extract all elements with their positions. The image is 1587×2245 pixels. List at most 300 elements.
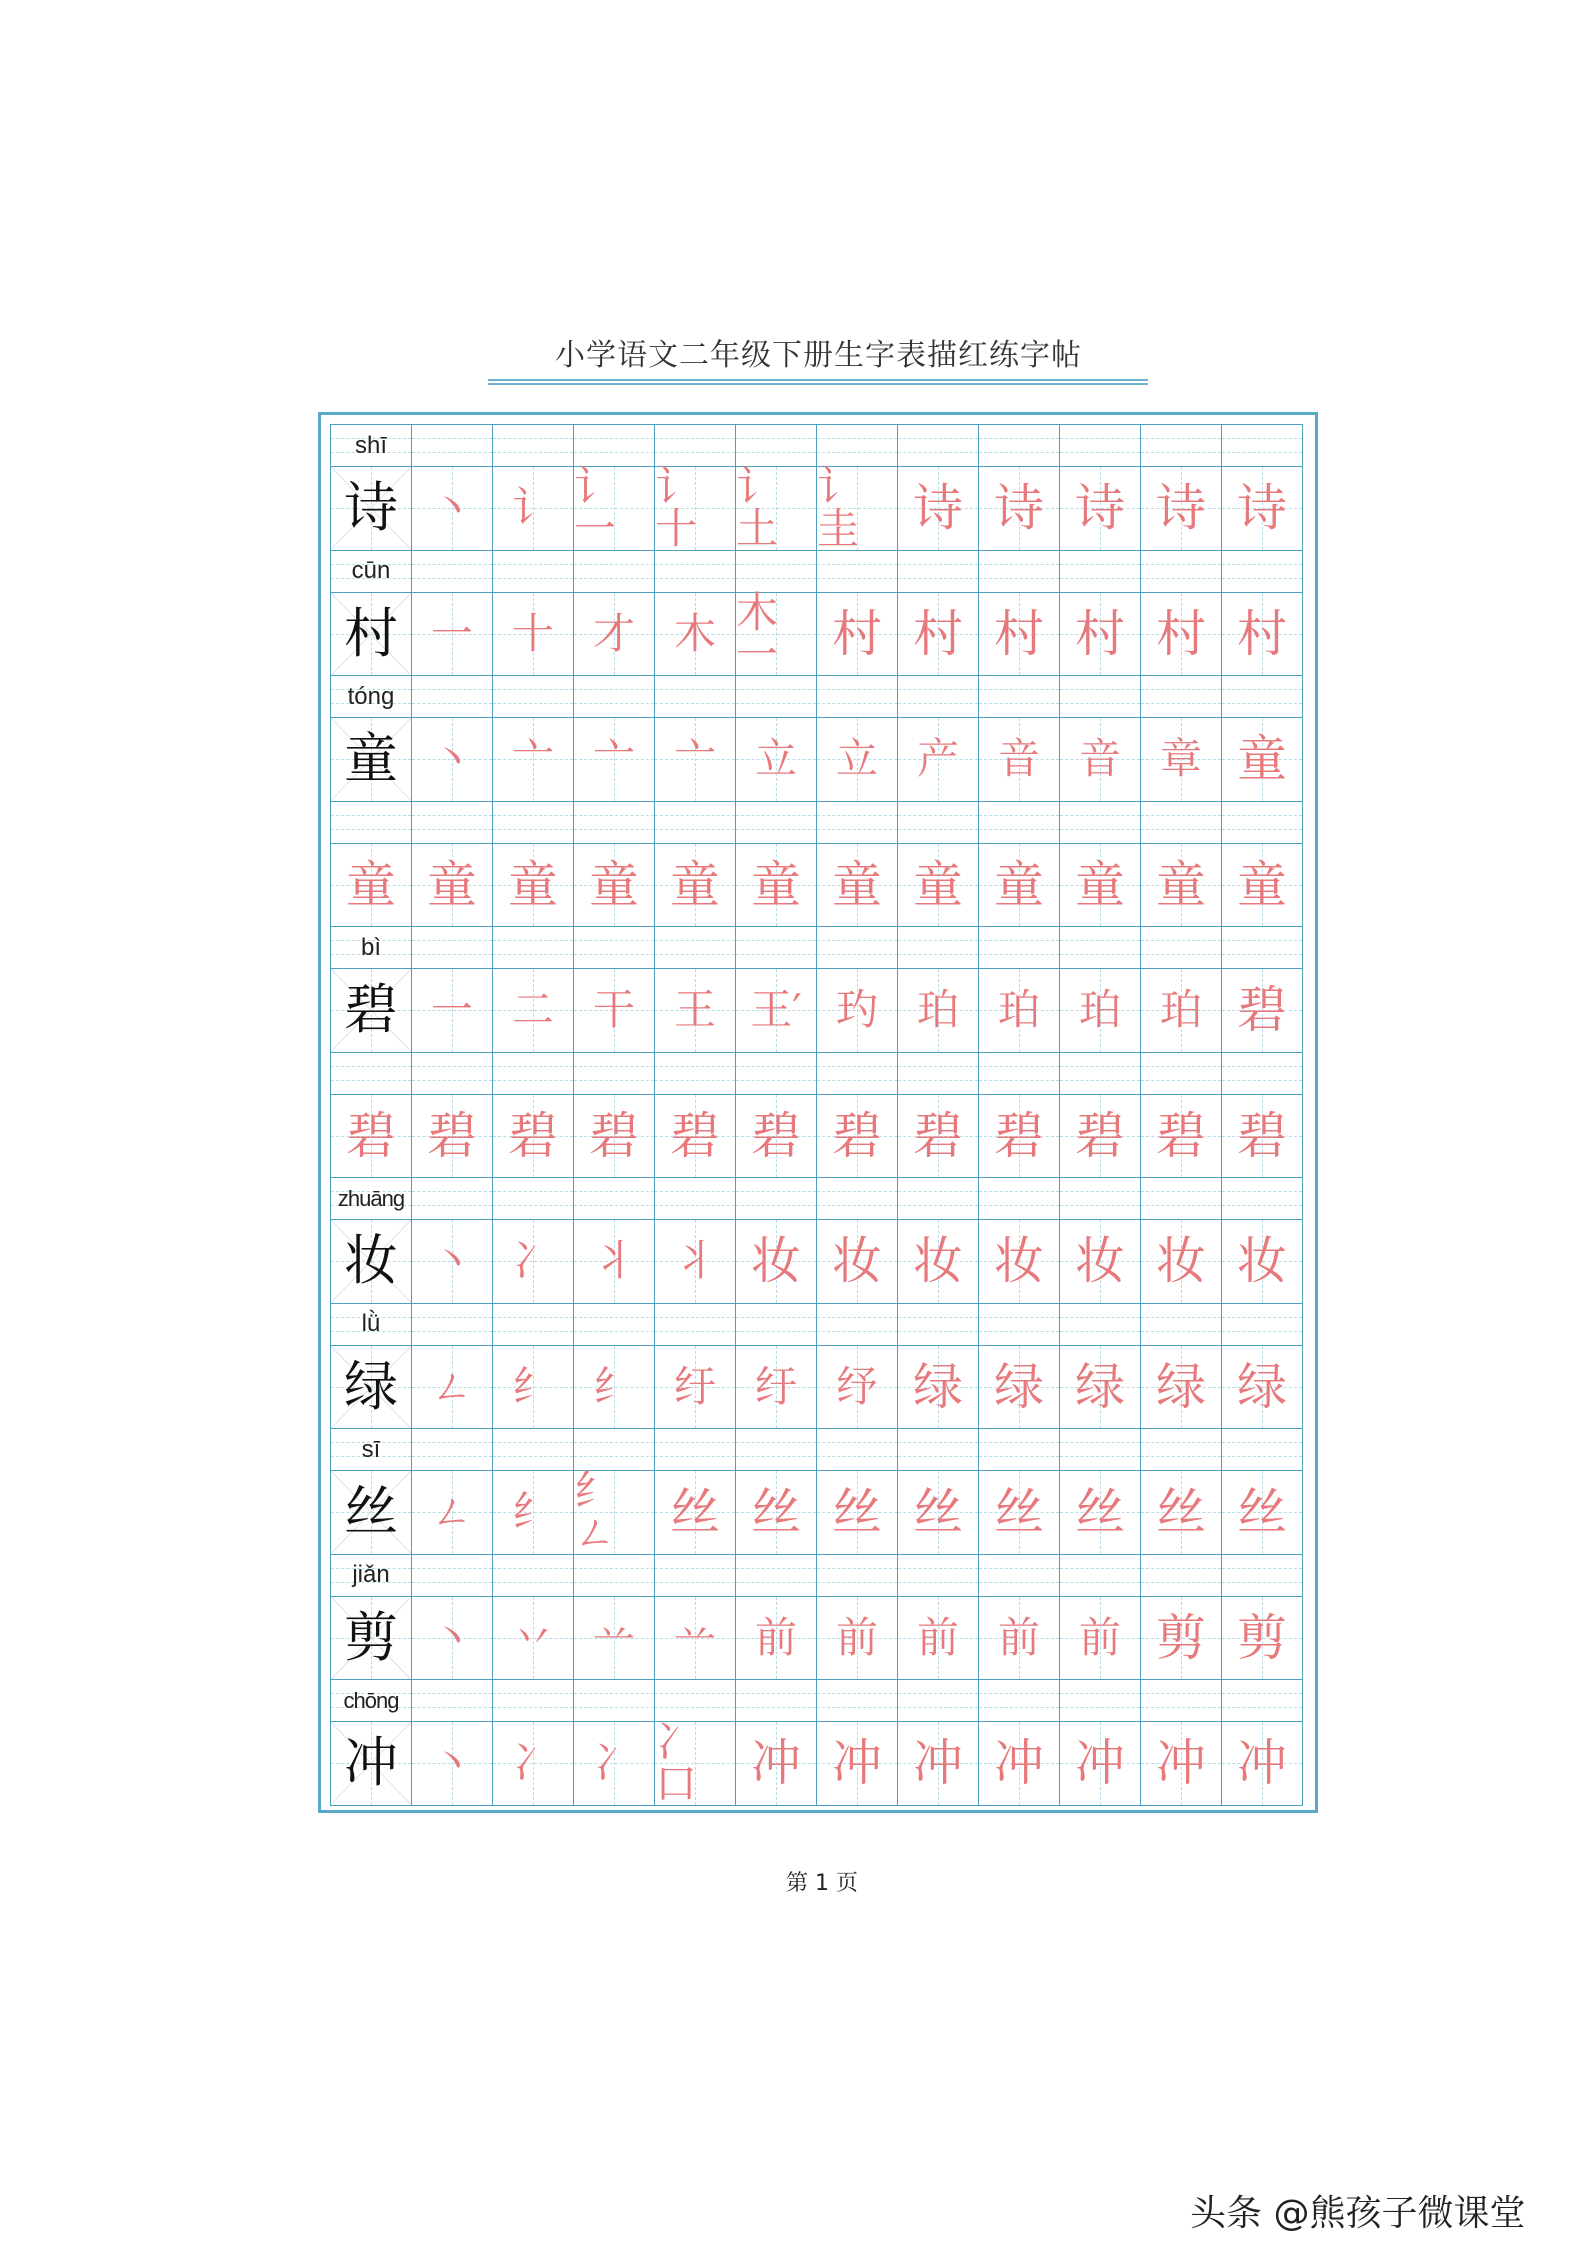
pinyin-cell	[493, 1178, 574, 1220]
trace-character: ㄥ	[430, 1361, 473, 1411]
trace-character: 冲	[832, 1734, 882, 1793]
trace-character: 童	[751, 855, 801, 914]
pinyin-row	[331, 425, 1303, 467]
pinyin-cell	[574, 1053, 655, 1095]
trace-character: 童	[1156, 855, 1206, 914]
pinyin-cell	[1222, 1555, 1303, 1597]
pinyin-cell	[898, 802, 979, 844]
pinyin-cell	[493, 1680, 574, 1722]
trace-character: 冲	[1237, 1734, 1287, 1793]
stroke-order-cell	[412, 1471, 493, 1555]
pinyin-cell	[1222, 1304, 1303, 1346]
pinyin-cell	[412, 802, 493, 844]
character-row	[331, 462, 1303, 554]
stroke-order-cell	[979, 969, 1060, 1053]
stroke-order-cell	[736, 1722, 817, 1806]
pinyin-cell	[1141, 425, 1222, 467]
trace-character: 音	[997, 734, 1040, 784]
pinyin-cell	[1222, 425, 1303, 467]
pinyin-cell	[331, 1053, 412, 1095]
stroke-order-cell	[1141, 593, 1222, 677]
pinyin-cell	[574, 551, 655, 593]
trace-character: 童	[589, 855, 639, 914]
trace-character: 木一	[736, 587, 779, 679]
trace-character: 村	[1156, 604, 1206, 663]
pinyin-cell	[1222, 676, 1303, 718]
trace-character: 冲	[994, 1734, 1044, 1793]
pinyin-cell	[331, 551, 412, 593]
pinyin-cell	[331, 1429, 412, 1471]
trace-character: 纟	[511, 1487, 554, 1537]
pinyin-cell	[1060, 1429, 1141, 1471]
stroke-order-cell	[1141, 1346, 1222, 1430]
trace-character: 碧	[1237, 1106, 1287, 1165]
trace-character: 童	[1237, 730, 1287, 789]
title-underline	[488, 379, 1148, 381]
stroke-order-cell	[817, 462, 898, 554]
stroke-order-cell	[1060, 718, 1141, 802]
trace-character: 诗	[1237, 479, 1287, 538]
worksheet-title: 小学语文二年级下册生字表描红练字帖	[555, 338, 1082, 373]
pinyin-cell	[1060, 1680, 1141, 1722]
stroke-order-cell	[898, 844, 979, 928]
trace-character: 绿	[1237, 1357, 1287, 1416]
stroke-order-cell	[574, 593, 655, 677]
pinyin-cell	[898, 1555, 979, 1597]
model-character-cell	[331, 1722, 412, 1806]
stroke-order-cell	[1222, 844, 1303, 928]
pinyin-cell	[574, 927, 655, 969]
trace-character: 前	[754, 1612, 797, 1662]
stroke-order-cell	[1141, 1095, 1222, 1179]
stroke-order-cell	[736, 844, 817, 928]
pinyin-cell	[331, 1304, 412, 1346]
trace-character: 䒑	[592, 1612, 635, 1662]
stroke-order-cell	[1060, 1095, 1141, 1179]
stroke-order-cell	[736, 969, 817, 1053]
trace-character: 村	[913, 604, 963, 663]
trace-character: 碧	[670, 1106, 720, 1165]
pinyin-cell	[655, 927, 736, 969]
trace-character: 童	[508, 855, 558, 914]
stroke-order-cell	[898, 1597, 979, 1681]
stroke-order-cell	[574, 1095, 655, 1179]
trace-character: 童	[346, 855, 396, 914]
practice-grid	[330, 424, 1303, 1809]
pinyin-cell	[1060, 1555, 1141, 1597]
pinyin-cell	[817, 802, 898, 844]
stroke-order-cell	[736, 1471, 817, 1555]
pinyin-cell	[412, 676, 493, 718]
trace-character: 丝	[670, 1483, 720, 1542]
model-character-cell	[331, 969, 412, 1053]
trace-character: 讠土	[736, 462, 779, 554]
pinyin-label: jiǎn	[352, 1561, 390, 1588]
stroke-order-cell	[574, 1722, 655, 1806]
pinyin-cell	[493, 1304, 574, 1346]
trace-character: 立	[754, 734, 797, 784]
trace-character: 丝	[913, 1483, 963, 1542]
stroke-order-cell	[1141, 1722, 1222, 1806]
trace-character: 冲	[913, 1734, 963, 1793]
model-character: 妆	[344, 1229, 398, 1293]
stroke-order-cell	[817, 844, 898, 928]
pinyin-cell	[493, 1053, 574, 1095]
pinyin-cell	[817, 551, 898, 593]
pinyin-cell	[1060, 802, 1141, 844]
model-character-cell	[331, 1220, 412, 1304]
model-character: 冲	[344, 1731, 398, 1795]
pinyin-cell	[817, 1680, 898, 1722]
stroke-order-cell	[898, 1346, 979, 1430]
trace-character: 丶	[430, 734, 473, 784]
stroke-order-cell	[898, 1471, 979, 1555]
stroke-order-cell	[979, 844, 1060, 928]
pinyin-row	[331, 676, 1303, 718]
model-character-cell	[331, 1471, 412, 1555]
pinyin-cell	[412, 425, 493, 467]
pinyin-row	[331, 1680, 1303, 1722]
pinyin-label: zhuāng	[337, 1185, 405, 1211]
trace-character: 纟	[511, 1361, 554, 1411]
stroke-order-cell	[736, 1346, 817, 1430]
stroke-order-cell	[493, 1471, 574, 1555]
pinyin-cell	[655, 676, 736, 718]
character-row	[331, 587, 1303, 679]
pinyin-cell	[898, 1304, 979, 1346]
pinyin-row	[331, 551, 1303, 593]
stroke-order-cell	[736, 1597, 817, 1681]
trace-character: 冫	[511, 1738, 554, 1788]
stroke-order-cell	[817, 718, 898, 802]
stroke-order-cell	[736, 462, 817, 554]
model-character-cell	[331, 1597, 412, 1681]
pinyin-cell	[1060, 1304, 1141, 1346]
stroke-order-cell	[817, 1597, 898, 1681]
trace-character: 碧	[1156, 1106, 1206, 1165]
pinyin-cell	[979, 425, 1060, 467]
pinyin-row	[331, 1053, 1303, 1095]
pinyin-cell	[1141, 1680, 1222, 1722]
trace-character: 干	[592, 985, 635, 1035]
stroke-order-cell	[655, 1095, 736, 1179]
model-character: 绿	[344, 1354, 398, 1418]
pinyin-cell	[979, 1429, 1060, 1471]
stroke-order-cell	[1222, 1220, 1303, 1304]
stroke-order-cell	[412, 1095, 493, 1179]
model-character-cell	[331, 1095, 412, 1179]
trace-character: 丝	[832, 1483, 882, 1542]
pinyin-cell	[1060, 1053, 1141, 1095]
pinyin-cell	[574, 1178, 655, 1220]
trace-character: 纡	[754, 1361, 797, 1411]
stroke-order-cell	[493, 593, 574, 677]
stroke-order-cell	[493, 718, 574, 802]
stroke-order-cell	[898, 1095, 979, 1179]
pinyin-cell	[331, 802, 412, 844]
trace-character: 童	[1075, 855, 1125, 914]
pinyin-cell	[574, 425, 655, 467]
pinyin-cell	[736, 927, 817, 969]
trace-character: 碧	[589, 1106, 639, 1165]
pinyin-cell	[736, 1178, 817, 1220]
pinyin-cell	[331, 676, 412, 718]
stroke-order-cell	[898, 467, 979, 551]
stroke-order-cell	[979, 1220, 1060, 1304]
pinyin-cell	[1141, 1304, 1222, 1346]
character-row	[331, 1220, 1303, 1304]
trace-character: 前	[835, 1612, 878, 1662]
trace-character: 童	[427, 855, 477, 914]
character-row	[331, 1346, 1303, 1430]
pinyin-cell	[736, 802, 817, 844]
trace-character: 前	[1078, 1612, 1121, 1662]
stroke-order-cell	[736, 1095, 817, 1179]
trace-character: 产	[916, 734, 959, 784]
pinyin-cell	[979, 1680, 1060, 1722]
trace-character: 珀	[1159, 985, 1202, 1035]
trace-character: 剪	[1237, 1608, 1287, 1667]
stroke-order-cell	[817, 1722, 898, 1806]
stroke-order-cell	[412, 1597, 493, 1681]
stroke-order-cell	[979, 1722, 1060, 1806]
pinyin-cell	[817, 425, 898, 467]
stroke-order-cell	[574, 1597, 655, 1681]
pinyin-label: bì	[360, 933, 381, 961]
trace-character: 二	[511, 985, 554, 1035]
trace-character: 珀	[916, 985, 959, 1035]
trace-character: 冫口	[655, 1717, 698, 1809]
stroke-order-cell	[817, 593, 898, 677]
pinyin-label: sī	[361, 1435, 381, 1463]
trace-character: 纟	[592, 1361, 635, 1411]
trace-character: 前	[916, 1612, 959, 1662]
pinyin-cell	[331, 1555, 412, 1597]
pinyin-label: lǜ	[361, 1310, 381, 1337]
pinyin-cell	[1222, 1178, 1303, 1220]
trace-character: 丶	[430, 483, 473, 533]
model-character: 碧	[344, 978, 398, 1042]
pinyin-cell	[736, 1304, 817, 1346]
stroke-order-cell	[817, 1220, 898, 1304]
trace-character: 诗	[1075, 479, 1125, 538]
stroke-order-cell	[898, 969, 979, 1053]
pinyin-row	[331, 1555, 1303, 1597]
stroke-order-cell	[1222, 1722, 1303, 1806]
trace-character: 讠一	[574, 462, 617, 554]
stroke-order-cell	[1222, 467, 1303, 551]
stroke-order-cell	[979, 1597, 1060, 1681]
pinyin-cell	[655, 1053, 736, 1095]
stroke-order-cell	[979, 1095, 1060, 1179]
trace-character: 䒑	[673, 1612, 716, 1662]
pinyin-label: tóng	[347, 682, 395, 710]
pinyin-cell	[1060, 676, 1141, 718]
stroke-order-cell	[1222, 1095, 1303, 1179]
stroke-order-cell	[412, 467, 493, 551]
pinyin-cell	[493, 1555, 574, 1597]
model-character: 童	[344, 727, 398, 791]
trace-character: 妆	[913, 1232, 963, 1291]
pinyin-cell	[736, 1680, 817, 1722]
stroke-order-cell	[736, 587, 817, 679]
model-character-cell	[331, 718, 412, 802]
model-character-cell	[331, 1346, 412, 1430]
model-character: 诗	[344, 476, 398, 540]
stroke-order-cell	[979, 1471, 1060, 1555]
trace-character: 妆	[1075, 1232, 1125, 1291]
pinyin-cell	[979, 1304, 1060, 1346]
pinyin-cell	[979, 927, 1060, 969]
trace-character: 纾	[835, 1361, 878, 1411]
pinyin-cell	[979, 1178, 1060, 1220]
trace-character: 纡	[673, 1361, 716, 1411]
pinyin-cell	[898, 1178, 979, 1220]
trace-character: 一	[430, 985, 473, 1035]
stroke-order-cell	[655, 462, 736, 554]
pinyin-cell	[1141, 802, 1222, 844]
trace-character: 前	[997, 1612, 1040, 1662]
trace-character: 冫	[592, 1738, 635, 1788]
trace-character: 碧	[427, 1106, 477, 1165]
trace-character: 丬	[673, 1236, 716, 1286]
stroke-order-cell	[655, 844, 736, 928]
trace-character: 亠	[592, 734, 635, 784]
pinyin-cell	[1141, 676, 1222, 718]
character-row	[331, 1466, 1303, 1558]
pinyin-cell	[412, 927, 493, 969]
character-row	[331, 1597, 1303, 1681]
pinyin-cell	[412, 551, 493, 593]
trace-character: 村	[1075, 604, 1125, 663]
trace-character: 童	[994, 855, 1044, 914]
trace-character: 才	[592, 608, 635, 658]
pinyin-cell	[574, 1680, 655, 1722]
trace-character: 丶	[430, 1738, 473, 1788]
stroke-order-cell	[1222, 1597, 1303, 1681]
stroke-order-cell	[655, 1346, 736, 1430]
stroke-order-cell	[493, 969, 574, 1053]
trace-character: 碧	[832, 1106, 882, 1165]
pinyin-cell	[1141, 927, 1222, 969]
trace-character: 丝	[1237, 1483, 1287, 1542]
stroke-order-cell	[412, 844, 493, 928]
trace-character: 碧	[1237, 981, 1287, 1040]
pinyin-row	[331, 927, 1303, 969]
stroke-order-cell	[655, 718, 736, 802]
stroke-order-cell	[736, 718, 817, 802]
stroke-order-cell	[493, 1597, 574, 1681]
pinyin-cell	[655, 551, 736, 593]
stroke-order-cell	[574, 969, 655, 1053]
trace-character: 绿	[994, 1357, 1044, 1416]
model-character-cell	[331, 467, 412, 551]
trace-character: 村	[994, 604, 1044, 663]
pinyin-cell	[979, 551, 1060, 593]
trace-character: 王	[673, 985, 716, 1035]
pinyin-cell	[331, 425, 412, 467]
stroke-order-cell	[898, 718, 979, 802]
pinyin-cell	[1222, 1053, 1303, 1095]
stroke-order-cell	[1060, 1597, 1141, 1681]
stroke-order-cell	[979, 1346, 1060, 1430]
trace-character: 剪	[1156, 1608, 1206, 1667]
model-character: 丝	[344, 1480, 398, 1544]
pinyin-cell	[574, 1555, 655, 1597]
pinyin-cell	[898, 425, 979, 467]
pinyin-cell	[655, 425, 736, 467]
stroke-order-cell	[1141, 1597, 1222, 1681]
pinyin-cell	[736, 676, 817, 718]
pinyin-cell	[817, 676, 898, 718]
watermark: 头条 @熊孩子微课堂	[1190, 2193, 1526, 2234]
trace-character: 丶	[430, 1236, 473, 1286]
trace-character: 碧	[508, 1106, 558, 1165]
stroke-order-cell	[655, 1717, 736, 1809]
character-row	[331, 1095, 1303, 1179]
stroke-order-cell	[1060, 1346, 1141, 1430]
pinyin-cell	[898, 927, 979, 969]
trace-character: 碧	[994, 1106, 1044, 1165]
stroke-order-cell	[817, 1346, 898, 1430]
trace-character: 妆	[751, 1232, 801, 1291]
pinyin-cell	[817, 1429, 898, 1471]
stroke-order-cell	[1222, 718, 1303, 802]
trace-character: 讠十	[655, 462, 698, 554]
trace-character: 玓	[835, 985, 878, 1035]
stroke-order-cell	[655, 969, 736, 1053]
stroke-order-cell	[1141, 1220, 1222, 1304]
stroke-order-cell	[574, 1346, 655, 1430]
stroke-order-cell	[898, 1220, 979, 1304]
trace-character: 绿	[1075, 1357, 1125, 1416]
pinyin-cell	[1141, 1053, 1222, 1095]
pinyin-cell	[736, 1053, 817, 1095]
trace-character: 亠	[673, 734, 716, 784]
stroke-order-cell	[736, 1220, 817, 1304]
stroke-order-cell	[1060, 969, 1141, 1053]
stroke-order-cell	[493, 844, 574, 928]
pinyin-cell	[412, 1429, 493, 1471]
stroke-order-cell	[898, 1722, 979, 1806]
stroke-order-cell	[1060, 844, 1141, 928]
pinyin-row	[331, 1429, 1303, 1471]
trace-character: 珀	[1078, 985, 1121, 1035]
pinyin-cell	[493, 927, 574, 969]
pinyin-label: cūn	[351, 557, 391, 584]
pinyin-cell	[493, 1429, 574, 1471]
trace-character: 章	[1159, 734, 1202, 784]
character-row	[331, 844, 1303, 928]
pinyin-cell	[736, 551, 817, 593]
pinyin-cell	[1141, 1429, 1222, 1471]
trace-character: 一	[430, 608, 473, 658]
trace-character: 十	[511, 608, 554, 658]
stroke-order-cell	[493, 1095, 574, 1179]
pinyin-cell	[574, 1304, 655, 1346]
stroke-order-cell	[412, 1346, 493, 1430]
stroke-order-cell	[817, 1471, 898, 1555]
stroke-order-cell	[1141, 1471, 1222, 1555]
trace-character: 童	[1237, 855, 1287, 914]
pinyin-cell	[736, 1555, 817, 1597]
trace-character: 讠	[511, 483, 554, 533]
pinyin-cell	[1141, 1178, 1222, 1220]
page-number: 第 1 页	[786, 1871, 858, 1896]
stroke-order-cell	[412, 1220, 493, 1304]
trace-character: 妆	[832, 1232, 882, 1291]
pinyin-cell	[979, 1053, 1060, 1095]
